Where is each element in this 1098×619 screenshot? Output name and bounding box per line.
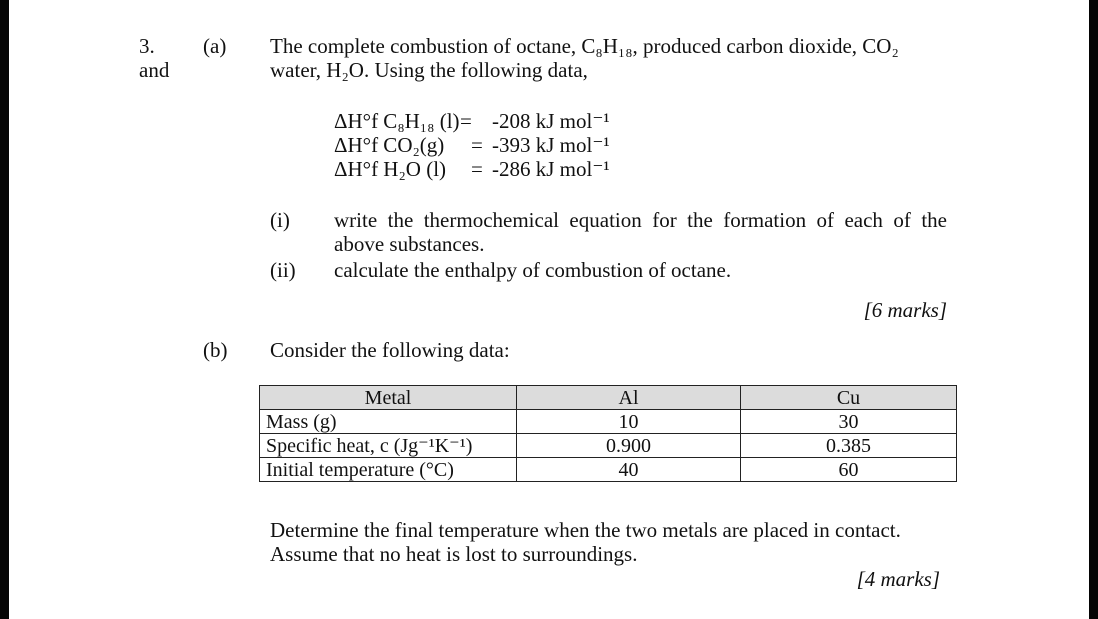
item-ii-line1: calculate the enthalpy of combustion of octane. xyxy=(334,258,732,282)
item-i-label: (i) xyxy=(270,208,290,232)
item-ii-label: (ii) xyxy=(270,258,296,282)
data-row-h2o-lhs: ΔH°f H₂O (l) xyxy=(334,157,447,181)
part-a-line1: The complete combustion of octane, C₈H₁₈, produced carbon dioxide, CO₂ xyxy=(270,34,899,58)
data-row-h2o-eq: = xyxy=(471,157,483,181)
part-b-question-line1: Determine the final temperature when the two metals are placed in contact. xyxy=(270,518,901,542)
part-b-label: (b) xyxy=(203,338,228,362)
part-a-line2: water, H₂O. Using the following data, xyxy=(270,58,588,82)
table-cell: 0.900 xyxy=(517,434,741,458)
data-row-co2-rhs: -393 kJ mol⁻¹ xyxy=(492,133,610,157)
table-header-row xyxy=(260,386,957,410)
item-i-line1: write the thermochemical equation for the formation of each of the xyxy=(334,208,947,232)
table-row xyxy=(260,458,957,482)
table-cell: 30 xyxy=(741,410,957,434)
part-a-label: (a) xyxy=(203,34,227,58)
table-row xyxy=(260,410,957,434)
table-cell: 10 xyxy=(517,410,741,434)
data-row-co2-lhs: ΔH°f CO₂(g) xyxy=(334,133,445,157)
question-number: 3. xyxy=(139,34,155,58)
part-b-intro: Consider the following data: xyxy=(270,338,510,362)
table-cell: 0.385 xyxy=(741,434,957,458)
table-cell: Mass (g) xyxy=(260,410,517,434)
part-b-question-line2: Assume that no heat is lost to surroundings. xyxy=(270,542,638,566)
data-row-octane-rhs: -208 kJ mol⁻¹ xyxy=(492,109,610,133)
data-row-octane-lhs: ΔH°f C₈H₁₈ (l) xyxy=(334,109,460,133)
table-cell: Specific heat, c (Jg⁻¹K⁻¹) xyxy=(260,434,517,458)
part-b-marks: [4 marks] xyxy=(856,567,940,591)
table-cell: 40 xyxy=(517,458,741,482)
table-header-al: Al xyxy=(517,386,741,410)
data-row-h2o-rhs: -286 kJ mol⁻¹ xyxy=(492,157,610,181)
left-dark-border xyxy=(0,0,9,619)
metal-data-table xyxy=(259,385,957,482)
item-i-line2: above substances. xyxy=(334,232,485,256)
table-header-cu: Cu xyxy=(741,386,957,410)
part-a-marks: [6 marks] xyxy=(863,298,947,322)
carry-word: and xyxy=(139,58,170,82)
table-header-metal: Metal xyxy=(260,386,517,410)
table-row xyxy=(260,434,957,458)
data-row-co2-eq: = xyxy=(471,133,483,157)
data-row-octane-eq: = xyxy=(460,109,472,133)
table-cell: Initial temperature (°C) xyxy=(260,458,517,482)
table-cell: 60 xyxy=(741,458,957,482)
right-dark-border xyxy=(1089,0,1098,619)
